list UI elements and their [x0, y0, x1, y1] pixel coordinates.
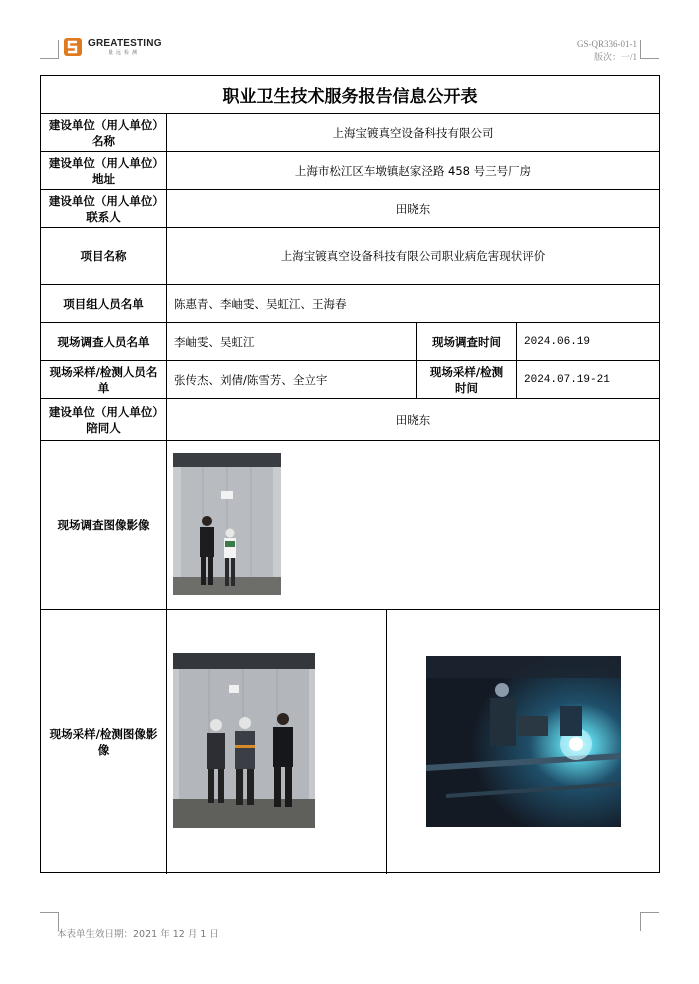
row-project-name	[41, 228, 659, 285]
table-title-row	[41, 76, 659, 114]
effective-date-footer: 本表单生效日期：2021 年 12 月 1 日	[57, 929, 219, 940]
unit-name-label: 建设单位（用人单位）名称	[41, 114, 167, 151]
sampling-images-label: 现场采样/检测图像影像	[41, 610, 167, 874]
survey-photo	[173, 453, 281, 595]
escort-value: 田晓东	[395, 412, 431, 427]
info-disclosure-table	[40, 75, 660, 873]
project-name-label: 项目名称	[41, 228, 167, 284]
sampling-time-value: 2024.07.19-21	[524, 373, 610, 386]
row-unit-name	[41, 114, 659, 152]
unit-name-value: 上海宝镀真空设备科技有限公司	[332, 125, 494, 140]
crop-mark-top-left	[40, 40, 59, 59]
brand-name-cn: 量远检测	[108, 49, 141, 56]
table-title: 职业卫生技术服务报告信息公开表	[222, 87, 478, 107]
unit-address-label: 建设单位（用人单位）地址	[41, 152, 167, 189]
sampling-photo-team	[173, 653, 315, 828]
survey-time-label: 现场调查时间	[417, 323, 517, 360]
project-team-value: 陈惠青、李岫雯、吴虹江、王海春	[174, 296, 347, 311]
sampling-photo-welding	[426, 656, 621, 827]
unit-contact-label: 建设单位（用人单位）联系人	[41, 190, 167, 227]
row-survey	[41, 323, 659, 361]
row-project-team	[41, 285, 659, 323]
brand-name-en: GREATESTING	[88, 37, 162, 49]
sampling-time-label: 现场采样/检测时间	[417, 361, 517, 398]
row-unit-address	[41, 152, 659, 190]
escort-label: 建设单位（用人单位）陪同人	[41, 399, 167, 440]
company-logo	[64, 38, 162, 56]
row-sampling	[41, 361, 659, 399]
crop-mark-top-right	[640, 40, 659, 59]
survey-time-value: 2024.06.19	[524, 335, 591, 348]
project-team-label: 项目组人员名单	[41, 285, 167, 322]
survey-staff-label: 现场调查人员名单	[41, 323, 167, 360]
row-sampling-images	[41, 610, 659, 874]
row-unit-contact	[41, 190, 659, 228]
unit-address-value: 上海市松江区车墩镇赵家泾路 458 号三号厂房	[294, 163, 532, 178]
document-code-block	[577, 38, 637, 64]
project-name-value: 上海宝镀真空设备科技有限公司职业病危害现状评价	[280, 249, 546, 263]
survey-staff-value: 李岫雯、吴虹江	[167, 323, 417, 360]
document-code: GS-QR336-01-1	[577, 39, 637, 49]
survey-images-label: 现场调查图像影像	[41, 441, 167, 609]
row-escort	[41, 399, 659, 441]
sampling-staff-label: 现场采样/检测人员名单	[41, 361, 167, 398]
unit-contact-value: 田晓东	[395, 201, 431, 216]
crop-mark-bottom-right	[640, 912, 659, 931]
logo-mark-icon	[64, 38, 82, 56]
sampling-staff-value: 张传杰、刘倩/陈雪芳、全立宇	[167, 361, 417, 398]
row-survey-images	[41, 441, 659, 610]
document-version: 版次：一/1	[593, 52, 637, 62]
